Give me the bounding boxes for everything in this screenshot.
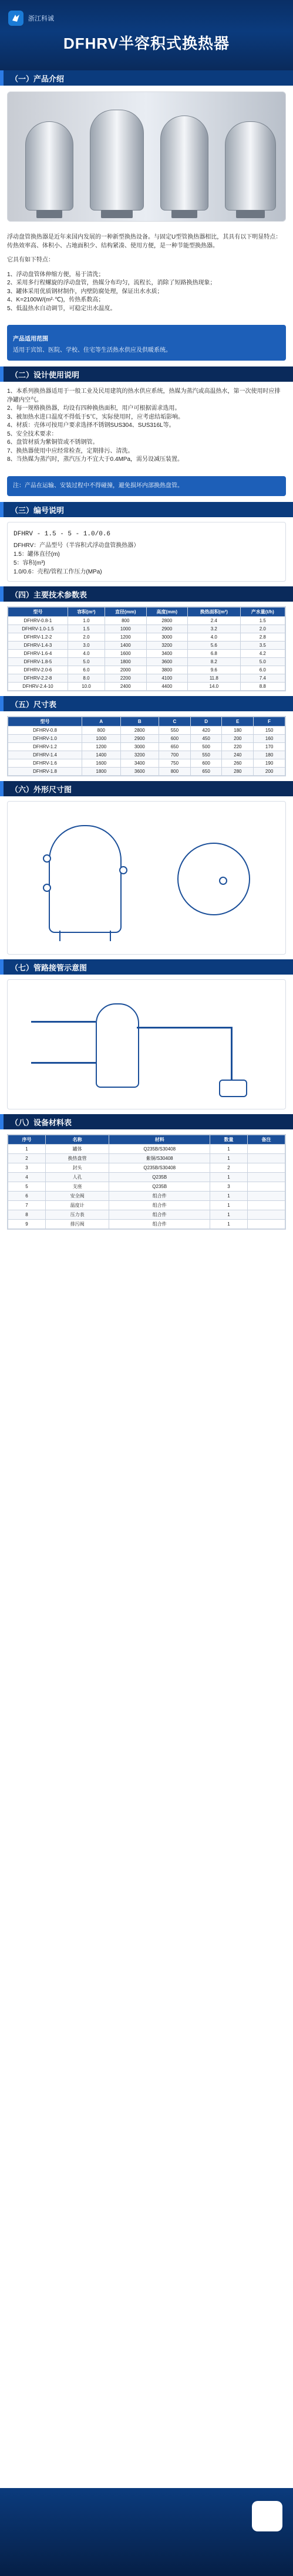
table-header: C: [159, 717, 191, 727]
table-row: [8, 1182, 285, 1192]
table-cell: 1: [210, 1210, 248, 1220]
table-cell: 800: [105, 617, 146, 625]
table-cell: 1000: [82, 735, 120, 743]
table-cell: 4.0: [188, 633, 241, 642]
table-cell: 8: [8, 1210, 46, 1220]
tank-outline: [49, 825, 122, 933]
table-cell: 1200: [105, 633, 146, 642]
table-cell: [248, 1173, 285, 1182]
table-cell: 组合件: [109, 1210, 210, 1220]
table-cell: 2900: [146, 625, 187, 633]
table-row: [8, 751, 285, 759]
table-cell: 600: [159, 735, 191, 743]
table-cell: [248, 1145, 285, 1154]
design-note: 7、换热器使用中应经常检查，定期排污、清洗。: [7, 447, 134, 454]
table-cell: 1: [8, 1145, 46, 1154]
section-2-body: [0, 382, 293, 470]
table-cell: DFHRV-0.8: [8, 727, 82, 735]
design-callout: [7, 476, 286, 497]
table-cell: 2: [210, 1163, 248, 1173]
table-cell: 1: [210, 1220, 248, 1229]
table-row: [8, 727, 285, 735]
code-legend-item: DFHRV：产品型号（半容积式浮动盘管换热器）: [14, 542, 140, 549]
table-cell: 10.0: [68, 683, 105, 691]
section-title-7: （七）管路接管示意图: [0, 959, 293, 975]
table-cell: 4: [8, 1173, 46, 1182]
design-note: 4、材质：壳体可按用户要求选择不锈钢SUS304、SUS316L等。: [7, 422, 175, 429]
design-note: 5、安全技术要求：: [7, 430, 58, 437]
table-cell: 封头: [45, 1163, 109, 1173]
table-header: 数量: [210, 1135, 248, 1145]
table-cell: 3600: [120, 768, 159, 776]
table-cell: 支座: [45, 1182, 109, 1192]
table-cell: 3.5: [240, 642, 285, 650]
table-cell: 550: [190, 751, 222, 759]
table-cell: Q235B/S30408: [109, 1163, 210, 1173]
table-cell: Q235B: [109, 1173, 210, 1182]
table-cell: 11.8: [188, 674, 241, 683]
table-row: [8, 1173, 285, 1182]
table-cell: 排污阀: [45, 1220, 109, 1229]
nozzle-marker: [43, 854, 51, 863]
table-cell: 550: [159, 727, 191, 735]
table-row: [8, 674, 285, 683]
pipe-line: [31, 1021, 96, 1023]
schematic-tank: [96, 1003, 139, 1088]
table-cell: [248, 1154, 285, 1163]
table-cell: DFHRV-1.4: [8, 751, 82, 759]
table-cell: 1400: [105, 642, 146, 650]
table-cell: 2.4: [188, 617, 241, 625]
tank-graphic-4: [225, 121, 276, 211]
table-cell: 1800: [105, 658, 146, 666]
table-cell: 3000: [146, 633, 187, 642]
table-cell: 600: [190, 759, 222, 768]
outline-diagram: [7, 801, 286, 955]
table-cell: 2000: [105, 666, 146, 674]
nozzle-marker: [43, 884, 51, 892]
table-cell: 6.0: [68, 666, 105, 674]
footer: [0, 2488, 293, 2576]
table-cell: 2200: [105, 674, 146, 683]
table-cell: 5.0: [240, 658, 285, 666]
section-title-8: （八）设备材料表: [0, 1114, 293, 1129]
header-hero: [0, 0, 293, 70]
table-cell: Q235B/S30408: [109, 1145, 210, 1154]
table-cell: 3200: [120, 751, 159, 759]
table-header: 备注: [248, 1135, 285, 1145]
materials-table: [7, 1134, 286, 1230]
pipe-line: [31, 1062, 96, 1064]
table-row: [8, 1163, 285, 1173]
table-cell: 4100: [146, 674, 187, 683]
feature-item: 2、采用多行程螺旋的浮动盘管，热媒分布均匀，流程长，消除了短路换热现象；: [7, 280, 216, 286]
table-cell: 换热盘管: [45, 1154, 109, 1163]
table-cell: 1: [210, 1201, 248, 1210]
table-cell: 1400: [82, 751, 120, 759]
table-cell: 4.2: [240, 650, 285, 658]
table-cell: DFHRV-1.8-5: [8, 658, 68, 666]
table-cell: 750: [159, 759, 191, 768]
table-header: A: [82, 717, 120, 727]
table-cell: 280: [222, 768, 254, 776]
table-cell: 650: [159, 743, 191, 751]
table-cell: 1.5: [68, 625, 105, 633]
section-title-2: （二）设计使用说明: [0, 366, 293, 382]
table-cell: 8.0: [68, 674, 105, 683]
table-cell: 2.0: [240, 625, 285, 633]
table-header: 材料: [109, 1135, 210, 1145]
table-cell: 9: [8, 1220, 46, 1229]
table-cell: 1: [210, 1192, 248, 1201]
table-row: [8, 617, 285, 625]
table-header: 直径(mm): [105, 607, 146, 617]
table-cell: 3600: [146, 658, 187, 666]
design-note: 3、被加热水进口温度不得低于5℃，实际使用时，应考虑结垢影响。: [7, 413, 184, 420]
table-cell: 2900: [120, 735, 159, 743]
table-cell: 组合件: [109, 1201, 210, 1210]
table-cell: 260: [222, 759, 254, 768]
table-cell: 240: [222, 751, 254, 759]
table-cell: 7: [8, 1201, 46, 1210]
table-cell: 200: [254, 768, 285, 776]
table-cell: 3400: [146, 650, 187, 658]
model-code: DFHRV - 1.5 - 5 - 1.0/0.6: [14, 531, 111, 538]
table-cell: 5.0: [68, 658, 105, 666]
table-cell: 650: [190, 768, 222, 776]
table-row: [8, 768, 285, 776]
nozzle-marker: [219, 877, 227, 885]
design-note: 2、每一规格换热器，均设有四种换热面积，用户可根据需求选用。: [7, 405, 181, 412]
table-header: B: [120, 717, 159, 727]
intro-paragraph-2: 它具有如下特点：: [7, 257, 54, 263]
table-cell: [248, 1210, 285, 1220]
table-header: E: [222, 717, 254, 727]
brand-logo: [8, 11, 54, 26]
table-cell: 3: [210, 1182, 248, 1192]
table-row: [8, 1220, 285, 1229]
table-row: [8, 1192, 285, 1201]
table-cell: DFHRV-1.2-2: [8, 633, 68, 642]
logo-text: 浙江科诚: [28, 15, 54, 22]
table-cell: 1: [210, 1173, 248, 1182]
table-cell: 180: [254, 751, 285, 759]
table-cell: DFHRV-2.2-8: [8, 674, 68, 683]
section-title-3: （三）编号说明: [0, 502, 293, 517]
section-title-5: （五）尺寸表: [0, 696, 293, 711]
table-row: [8, 650, 285, 658]
table-cell: 14.0: [188, 683, 241, 691]
tech-params-table: [7, 606, 286, 691]
table-header: 型号: [8, 607, 68, 617]
callout-title: 产品适用范围: [13, 336, 48, 342]
table-cell: 温度计: [45, 1201, 109, 1210]
table-cell: 1: [210, 1154, 248, 1163]
code-legend-item: 5：容积(m³): [14, 560, 45, 566]
table-cell: 1.5: [240, 617, 285, 625]
table-row: [8, 1210, 285, 1220]
table-header: 产水量(t/h): [240, 607, 285, 617]
code-legend-item: 1.5：罐体直径(m): [14, 551, 60, 558]
table-cell: 7.4: [240, 674, 285, 683]
section-1-body: [0, 228, 293, 319]
table-cell: 180: [222, 727, 254, 735]
table-cell: 1: [210, 1145, 248, 1154]
table-row: [8, 735, 285, 743]
table-cell: [248, 1182, 285, 1192]
table-cell: 3: [8, 1163, 46, 1173]
feature-item: 3、罐体采用优质钢材制作，内壁防腐处理，保证出水水质；: [7, 288, 163, 295]
table-header: 名称: [45, 1135, 109, 1145]
table-cell: DFHRV-2.4-10: [8, 683, 68, 691]
feature-item: 1、浮动盘管体伸缩方便，易于清洗；: [7, 271, 105, 278]
table-cell: [248, 1201, 285, 1210]
dimensions-table: [7, 716, 286, 776]
table-cell: 1600: [82, 759, 120, 768]
table-cell: DFHRV-2.0-6: [8, 666, 68, 674]
piping-schematic: [7, 979, 286, 1109]
table-cell: 160: [254, 735, 285, 743]
table-cell: 8.2: [188, 658, 241, 666]
table-cell: 1000: [105, 625, 146, 633]
table-row: [8, 625, 285, 633]
table-row: [8, 743, 285, 751]
table-cell: 3.0: [68, 642, 105, 650]
table-cell: 3200: [146, 642, 187, 650]
table-cell: 3.2: [188, 625, 241, 633]
top-view-outline: [177, 843, 250, 915]
table-cell: 150: [254, 727, 285, 735]
qr-code-icon: [252, 2501, 282, 2531]
table-cell: 人孔: [45, 1173, 109, 1182]
table-cell: Q235B: [109, 1182, 210, 1192]
table-row: [8, 683, 285, 691]
table-cell: 1600: [105, 650, 146, 658]
table-cell: 2.0: [68, 633, 105, 642]
table-cell: 9.6: [188, 666, 241, 674]
table-cell: DFHRV-1.6: [8, 759, 82, 768]
table-cell: 组合件: [109, 1192, 210, 1201]
table-cell: 6.0: [240, 666, 285, 674]
pipe-line: [231, 1027, 233, 1080]
table-cell: 3800: [146, 666, 187, 674]
table-cell: 安全阀: [45, 1192, 109, 1201]
table-row: [8, 658, 285, 666]
table-cell: 1200: [82, 743, 120, 751]
tank-graphic-3: [160, 116, 208, 211]
table-cell: DFHRV-1.0: [8, 735, 82, 743]
applicability-callout: [7, 325, 286, 361]
feature-item: 5、低温热水自动调节，可稳定出水温度。: [7, 305, 116, 312]
design-note: 1、本系列换热器适用于一般工业及民用建筑的热水供应系统，热媒为蒸汽或高温热水，第一次使用时应排净罐内空气。: [7, 388, 281, 403]
product-photo: [7, 91, 286, 222]
table-cell: 5: [8, 1182, 46, 1192]
table-cell: 500: [190, 743, 222, 751]
table-cell: 组合件: [109, 1220, 210, 1229]
section-title-6: （六）外形尺寸图: [0, 781, 293, 796]
table-cell: 450: [190, 735, 222, 743]
table-row: [8, 1154, 285, 1163]
table-header: 序号: [8, 1135, 46, 1145]
table-cell: 2800: [120, 727, 159, 735]
table-cell: 1800: [82, 768, 120, 776]
design-note: 8、当热媒为蒸汽时，蒸汽压力不宜大于0.4MPa，需另设减压装置。: [7, 456, 184, 463]
table-cell: 170: [254, 743, 285, 751]
table-cell: 2.8: [240, 633, 285, 642]
table-cell: 2400: [105, 683, 146, 691]
table-cell: 3400: [120, 759, 159, 768]
table-cell: 压力表: [45, 1210, 109, 1220]
table-cell: 200: [222, 735, 254, 743]
table-header: F: [254, 717, 285, 727]
tank-legs: [59, 931, 111, 941]
table-cell: DFHRV-1.2: [8, 743, 82, 751]
table-row: [8, 759, 285, 768]
table-cell: 700: [159, 751, 191, 759]
table-cell: 8.8: [240, 683, 285, 691]
table-cell: DFHRV-1.0-1.5: [8, 625, 68, 633]
schematic-pump: [219, 1080, 247, 1097]
table-cell: 4.0: [68, 650, 105, 658]
design-note: 6、盘管材质为紫铜管或不锈钢管。: [7, 439, 99, 446]
table-cell: DFHRV-1.8: [8, 768, 82, 776]
table-cell: 罐体: [45, 1145, 109, 1154]
nozzle-marker: [119, 866, 127, 874]
table-cell: 5.6: [188, 642, 241, 650]
tank-graphic-2: [90, 110, 144, 211]
table-row: [8, 633, 285, 642]
feature-item: 4、K=2100W/(m²·℃)，传热系数高；: [7, 297, 105, 303]
section-title-1: （一）产品介绍: [0, 70, 293, 86]
table-cell: DFHRV-1.6-4: [8, 650, 68, 658]
table-cell: 190: [254, 759, 285, 768]
table-cell: 6: [8, 1192, 46, 1201]
code-legend-item: 1.0/0.6：壳程/管程工作压力(MPa): [14, 569, 102, 575]
logo-glyph: [11, 13, 21, 23]
table-cell: 1.0: [68, 617, 105, 625]
table-header: 换热面积(m²): [188, 607, 241, 617]
section-title-4: （四）主要技术参数表: [0, 586, 293, 602]
logo-icon: [8, 11, 23, 26]
model-code-diagram: [7, 522, 286, 582]
table-cell: 420: [190, 727, 222, 735]
intro-paragraph-1: 浮动盘管换热器是近年来国内发展的一种新型换热设备。与固定U型管换热器相比，其具有以下明显特点：传热效率高、体积小、占地面积少、结构紧凑、使用方便，是一种节能型换热器。: [7, 234, 282, 249]
table-cell: [248, 1220, 285, 1229]
table-cell: 3000: [120, 743, 159, 751]
table-cell: 800: [82, 727, 120, 735]
table-header: 高度(mm): [146, 607, 187, 617]
table-cell: 6.8: [188, 650, 241, 658]
page-title: DFHRV半容积式换热器: [63, 35, 230, 52]
table-row: [8, 666, 285, 674]
table-cell: [248, 1192, 285, 1201]
table-header: 型号: [8, 717, 82, 727]
table-header: 容积(m³): [68, 607, 105, 617]
design-callout-text: 注：产品在运输、安装过程中不得碰撞，避免损坏内部换热盘管。: [13, 482, 183, 489]
callout-text: 适用于宾馆、医院、学校、住宅等生活热水供应及供暖系统。: [13, 347, 171, 354]
table-row: [8, 1201, 285, 1210]
table-cell: 2: [8, 1154, 46, 1163]
tank-graphic-1: [25, 121, 73, 211]
table-row: [8, 1145, 285, 1154]
table-cell: DFHRV-1.4-3: [8, 642, 68, 650]
table-cell: 紫铜/S30408: [109, 1154, 210, 1163]
table-header: D: [190, 717, 222, 727]
table-cell: 800: [159, 768, 191, 776]
table-cell: 2800: [146, 617, 187, 625]
table-cell: DFHRV-0.8-1: [8, 617, 68, 625]
table-cell: 4400: [146, 683, 187, 691]
table-cell: [248, 1163, 285, 1173]
table-cell: 220: [222, 743, 254, 751]
pipe-line: [137, 1027, 231, 1029]
table-row: [8, 642, 285, 650]
